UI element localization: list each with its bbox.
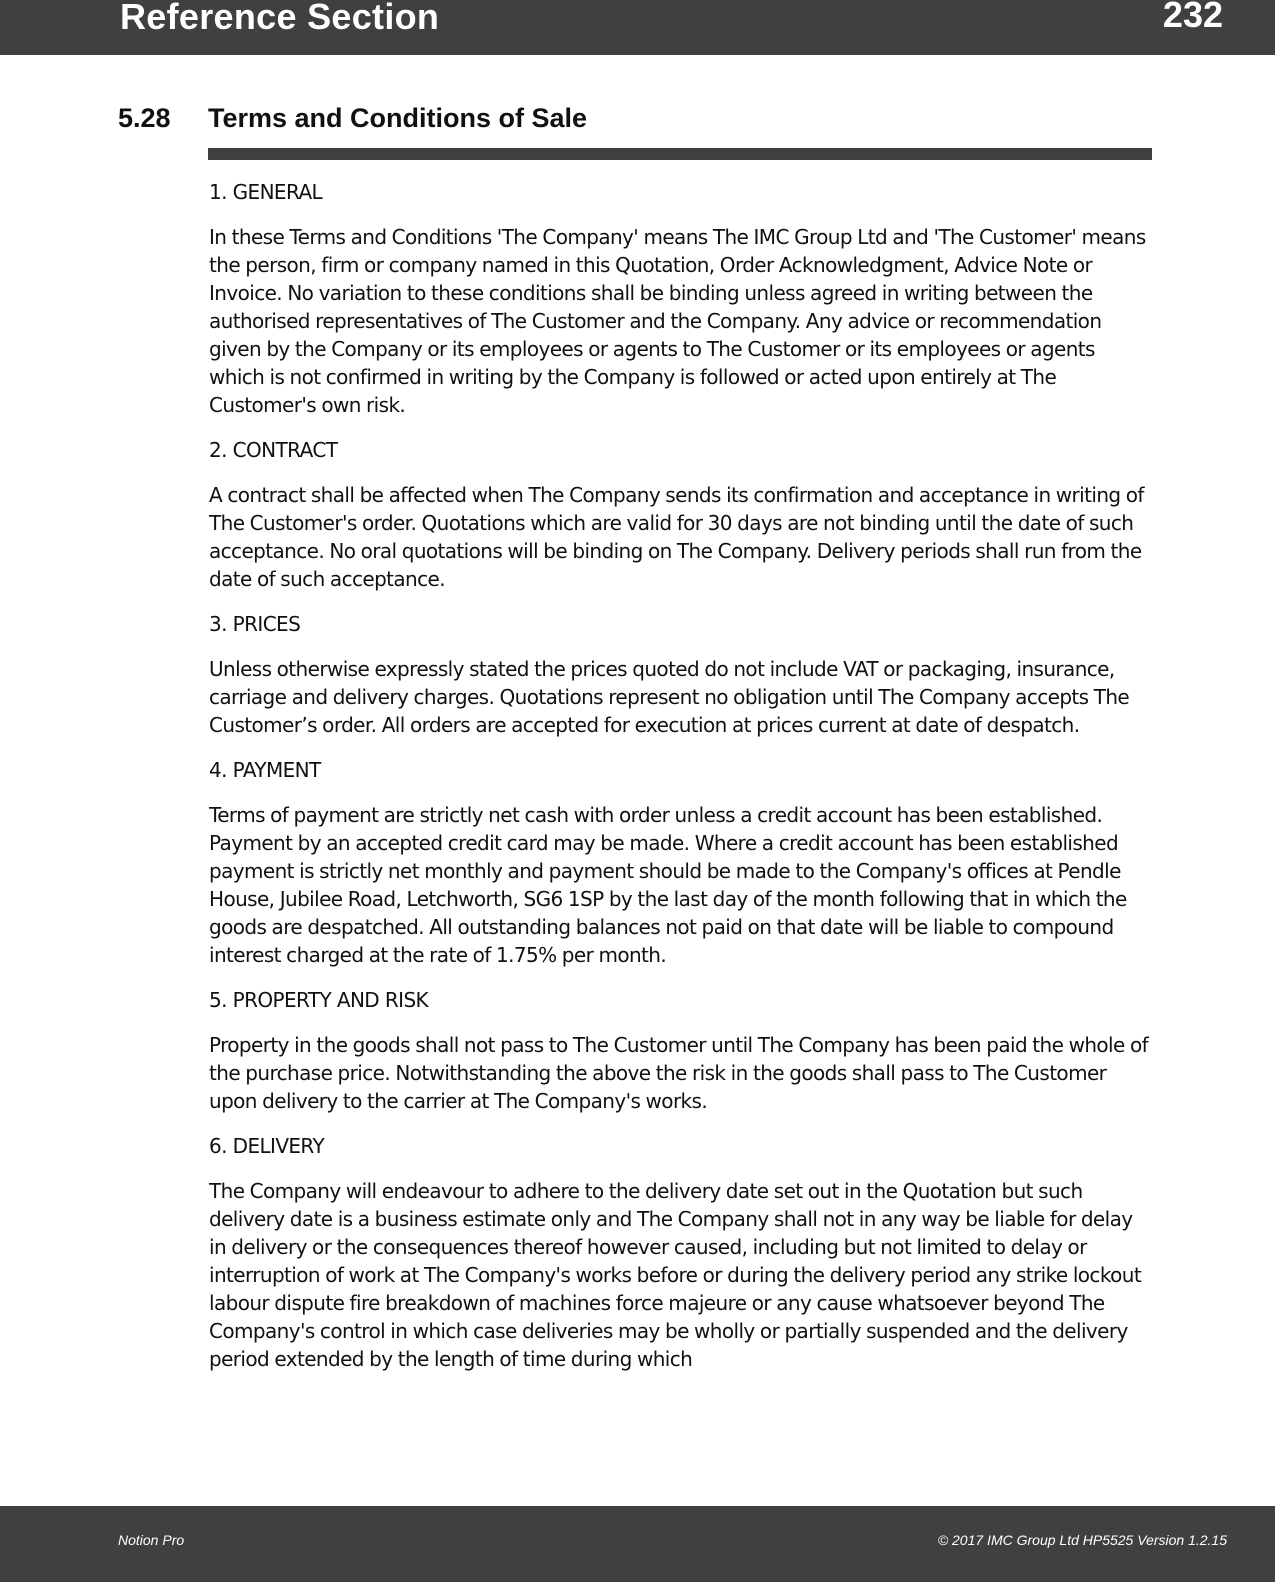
section-divider [208,148,1152,160]
clause-property-and-risk [209,986,1153,1115]
clause-delivery [209,1132,1153,1373]
section-title: Terms and Conditions of Sale [208,103,588,133]
clause-text: Terms of payment are strictly net cash with order unless a credit account has been established. Payment by an accepted credit card may be made. Where a credit account has been established payment is strictly net monthly and payment should be made to the Company's offices at Pendle House, Jubilee Road, Letchworth, SG6 1SP by the last day of the month following that in which the goods are despatched. All outstanding balances not paid on that date will be liable to compound interest charged at the rate of 1.75% per month. [209,803,1127,967]
section-number: 5.28 [118,103,171,133]
page-number: 232 [1162,0,1223,35]
clause-heading: 4. PAYMENT [209,758,321,782]
clause-prices [209,610,1153,739]
footer-copyright: © 2017 IMC Group Ltd HP5525 Version 1.2.15 [937,1532,1227,1548]
clause-contract [209,436,1153,593]
footer-product-name: Notion Pro [118,1532,185,1548]
clause-heading: 1. GENERAL [209,180,323,204]
clause-text: The Company will endeavour to adhere to the delivery date set out in the Quotation but such delivery date is a business estimate only and The Company shall not in any way be liable for delay in delivery or the consequences thereof however caused, including but not limited to delay or interruption of work at The Company's works before or during the delivery period any strike lockout labour dispute fire breakdown of machines force majeure or any cause whatsoever beyond The Company's control in which case deliveries may be wholly or partially suspended and the delivery period extended by the length of time during which [209,1179,1142,1371]
clause-heading: 5. PROPERTY AND RISK [209,988,429,1012]
clause-text: Property in the goods shall not pass to The Customer until The Company has been paid the whole of the purchase price. Notwithstanding the above the risk in the goods shall pass to The Customer upon delivery to the carrier at The Company's works. [209,1033,1149,1113]
page-header [0,0,1275,55]
clause-payment [209,756,1153,969]
clause-general [209,178,1153,419]
clause-heading: 2. CONTRACT [209,438,338,462]
header-title: Reference Section [120,0,440,37]
clause-heading: 6. DELIVERY [209,1134,325,1158]
terms-content [209,178,1153,1390]
clause-text: A contract shall be affected when The Company sends its confirmation and acceptance in writing of The Customer's order. Quotations which are valid for 30 days are not binding until the date of such acceptance. No oral quotations will be binding on The Company. Delivery periods shall run from the date of such acceptance. [209,483,1144,591]
page-footer [0,1506,1275,1582]
clause-text: In these Terms and Conditions 'The Company' means The IMC Group Ltd and 'The Customer' means the person, firm or company named in this Quotation, Order Acknowledgment, Advice Note or Invoice. No variation to these conditions shall be binding unless agreed in writing between the authorised representatives of The Customer and the Company. Any advice or recommendation given by the Company or its employees or agents to The Customer or its employees or agents which is not confirmed in writing by the Company is followed or acted upon entirely at The Customer's own risk. [209,225,1146,417]
clause-text: Unless otherwise expressly stated the prices quoted do not include VAT or packaging, insurance, carriage and delivery charges. Quotations represent no obligation until The Company accepts The Customer’s order. All orders are accepted for execution at prices current at date of despatch. [209,657,1130,737]
clause-heading: 3. PRICES [209,612,301,636]
